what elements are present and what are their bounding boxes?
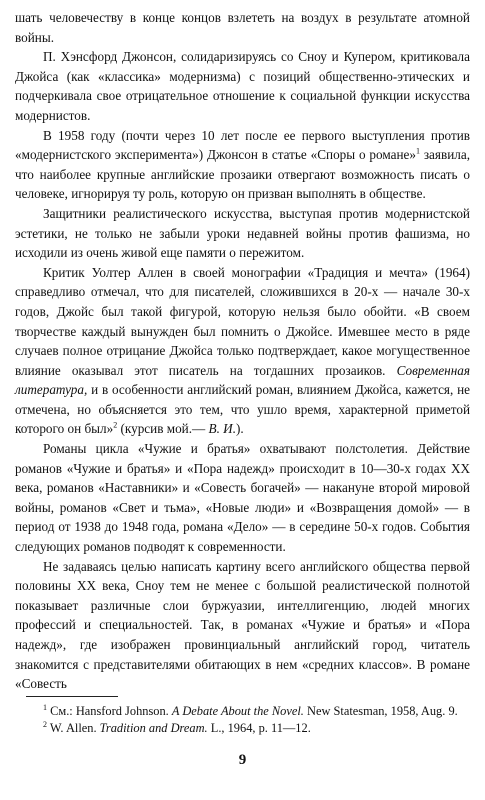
- paragraph-text: и в особенности английский роман, влиянием Джойса, кажется, не отмечена, но объясняется это тем, что ушло время, характерной приметой которого он был»: [15, 382, 470, 437]
- paragraph-text: Критик Уолтер Аллен в своей монографии «Традиция и мечта» (1964) справедливо отмечал, что для писателей, сложившихся в 20-х — начале 30-х годов, Джойс был такой фигурой, которую нельзя было обойти. «В своем творчестве каждый вынужден был помнить о Джойсе. Имевшее место в ряде случаев полное отрицание Джойса только подтверждает, какое могущественное влияние оказывал этот писатель на тогдашних прозаиков.: [15, 264, 470, 378]
- paragraph: Защитники реалистического искусства, выступая против модернистской эстетики, не только не забыли уроки недавней войны против фашизма, но исходили из очень живой еще памяти о пережитом.: [15, 205, 470, 261]
- footnote-ref-1: 1: [415, 146, 420, 156]
- paragraph-text: (курсив мой.—: [117, 421, 209, 437]
- author-initials: В. И.: [208, 421, 236, 437]
- footnote-ref-2: 2: [113, 421, 118, 431]
- footnote-text: L., 1964, p. 11—12.: [207, 720, 311, 735]
- emphasis-text: Современная литература,: [15, 362, 470, 398]
- paragraph-text: заявила, что наиболее крупные английские прозаики отвергают возможность писать о человеке, игнорируя ту роль, которую он призван выполнять в обществе.: [15, 147, 470, 202]
- paragraph: [15, 126, 470, 204]
- footnote-2: [15, 720, 470, 737]
- paragraph: П. Хэнсфорд Джонсон, солидаризируясь со Сноу и Купером, критиковала Джойса (как «классика» модернизма) с позиций общественно-этических и подчеркивала свое отрицательное отношение к социальной функции искусства модернистов.: [15, 49, 470, 123]
- paragraph: [15, 263, 470, 439]
- footnote-1: [15, 703, 470, 720]
- footnote-number: 1: [43, 702, 47, 712]
- page-body: [15, 8, 470, 694]
- footnotes: [15, 703, 470, 736]
- paragraph-text: ).: [236, 421, 244, 437]
- footnote-title: A Debate About the Novel.: [171, 704, 304, 718]
- page-number: 9: [238, 752, 247, 768]
- footnote-divider: [26, 696, 118, 697]
- paragraph: Не задаваясь целью написать картину всего английского общества первой половины XX века, Сноу тем не менее с большой реалистической полнотой показывает различные слои буржуазии, интеллигенцию, людей многих профессий и специальностей. Так, в романах «Чужие и братья» и «Пора надежд», где изображен провинциальный английский город, читатель знакомится с представителями обитающих в нем «средних классов». В романе «Совесть: [15, 558, 470, 692]
- footnote-text: W. Allen.: [47, 720, 100, 735]
- paragraph: шать человечеству в конце концов взлететь на воздух в результате атомной войны.: [15, 10, 470, 45]
- footnote-text: См.: Hansford Johnson.: [47, 704, 172, 718]
- footnote-title: Tradition and Dream.: [99, 720, 208, 735]
- footnote-text: New Statesman, 1958, Aug. 9.: [303, 704, 458, 718]
- paragraph-text: В 1958 году (почти через 10 лет после ее первого выступления против «модернистского эксперимента») Джонсон в статье «Споры о романе»: [15, 127, 470, 163]
- footnote-number: 2: [43, 719, 47, 729]
- paragraph: Романы цикла «Чужие и братья» охватывают полстолетия. Действие романов «Чужие и братья» и «Пора надежд» происходит в 10—30-х годах XX века, романов «Наставники» и «Совесть богачей» — накануне второй мировой войны, романов «Свет и тьма», «Новые люди» и «Возвращения домой» — в период от 1938 до 1948 года, романа «Дело» — в середине 50-х годов. События следующих романов подводят к современности.: [15, 441, 470, 555]
